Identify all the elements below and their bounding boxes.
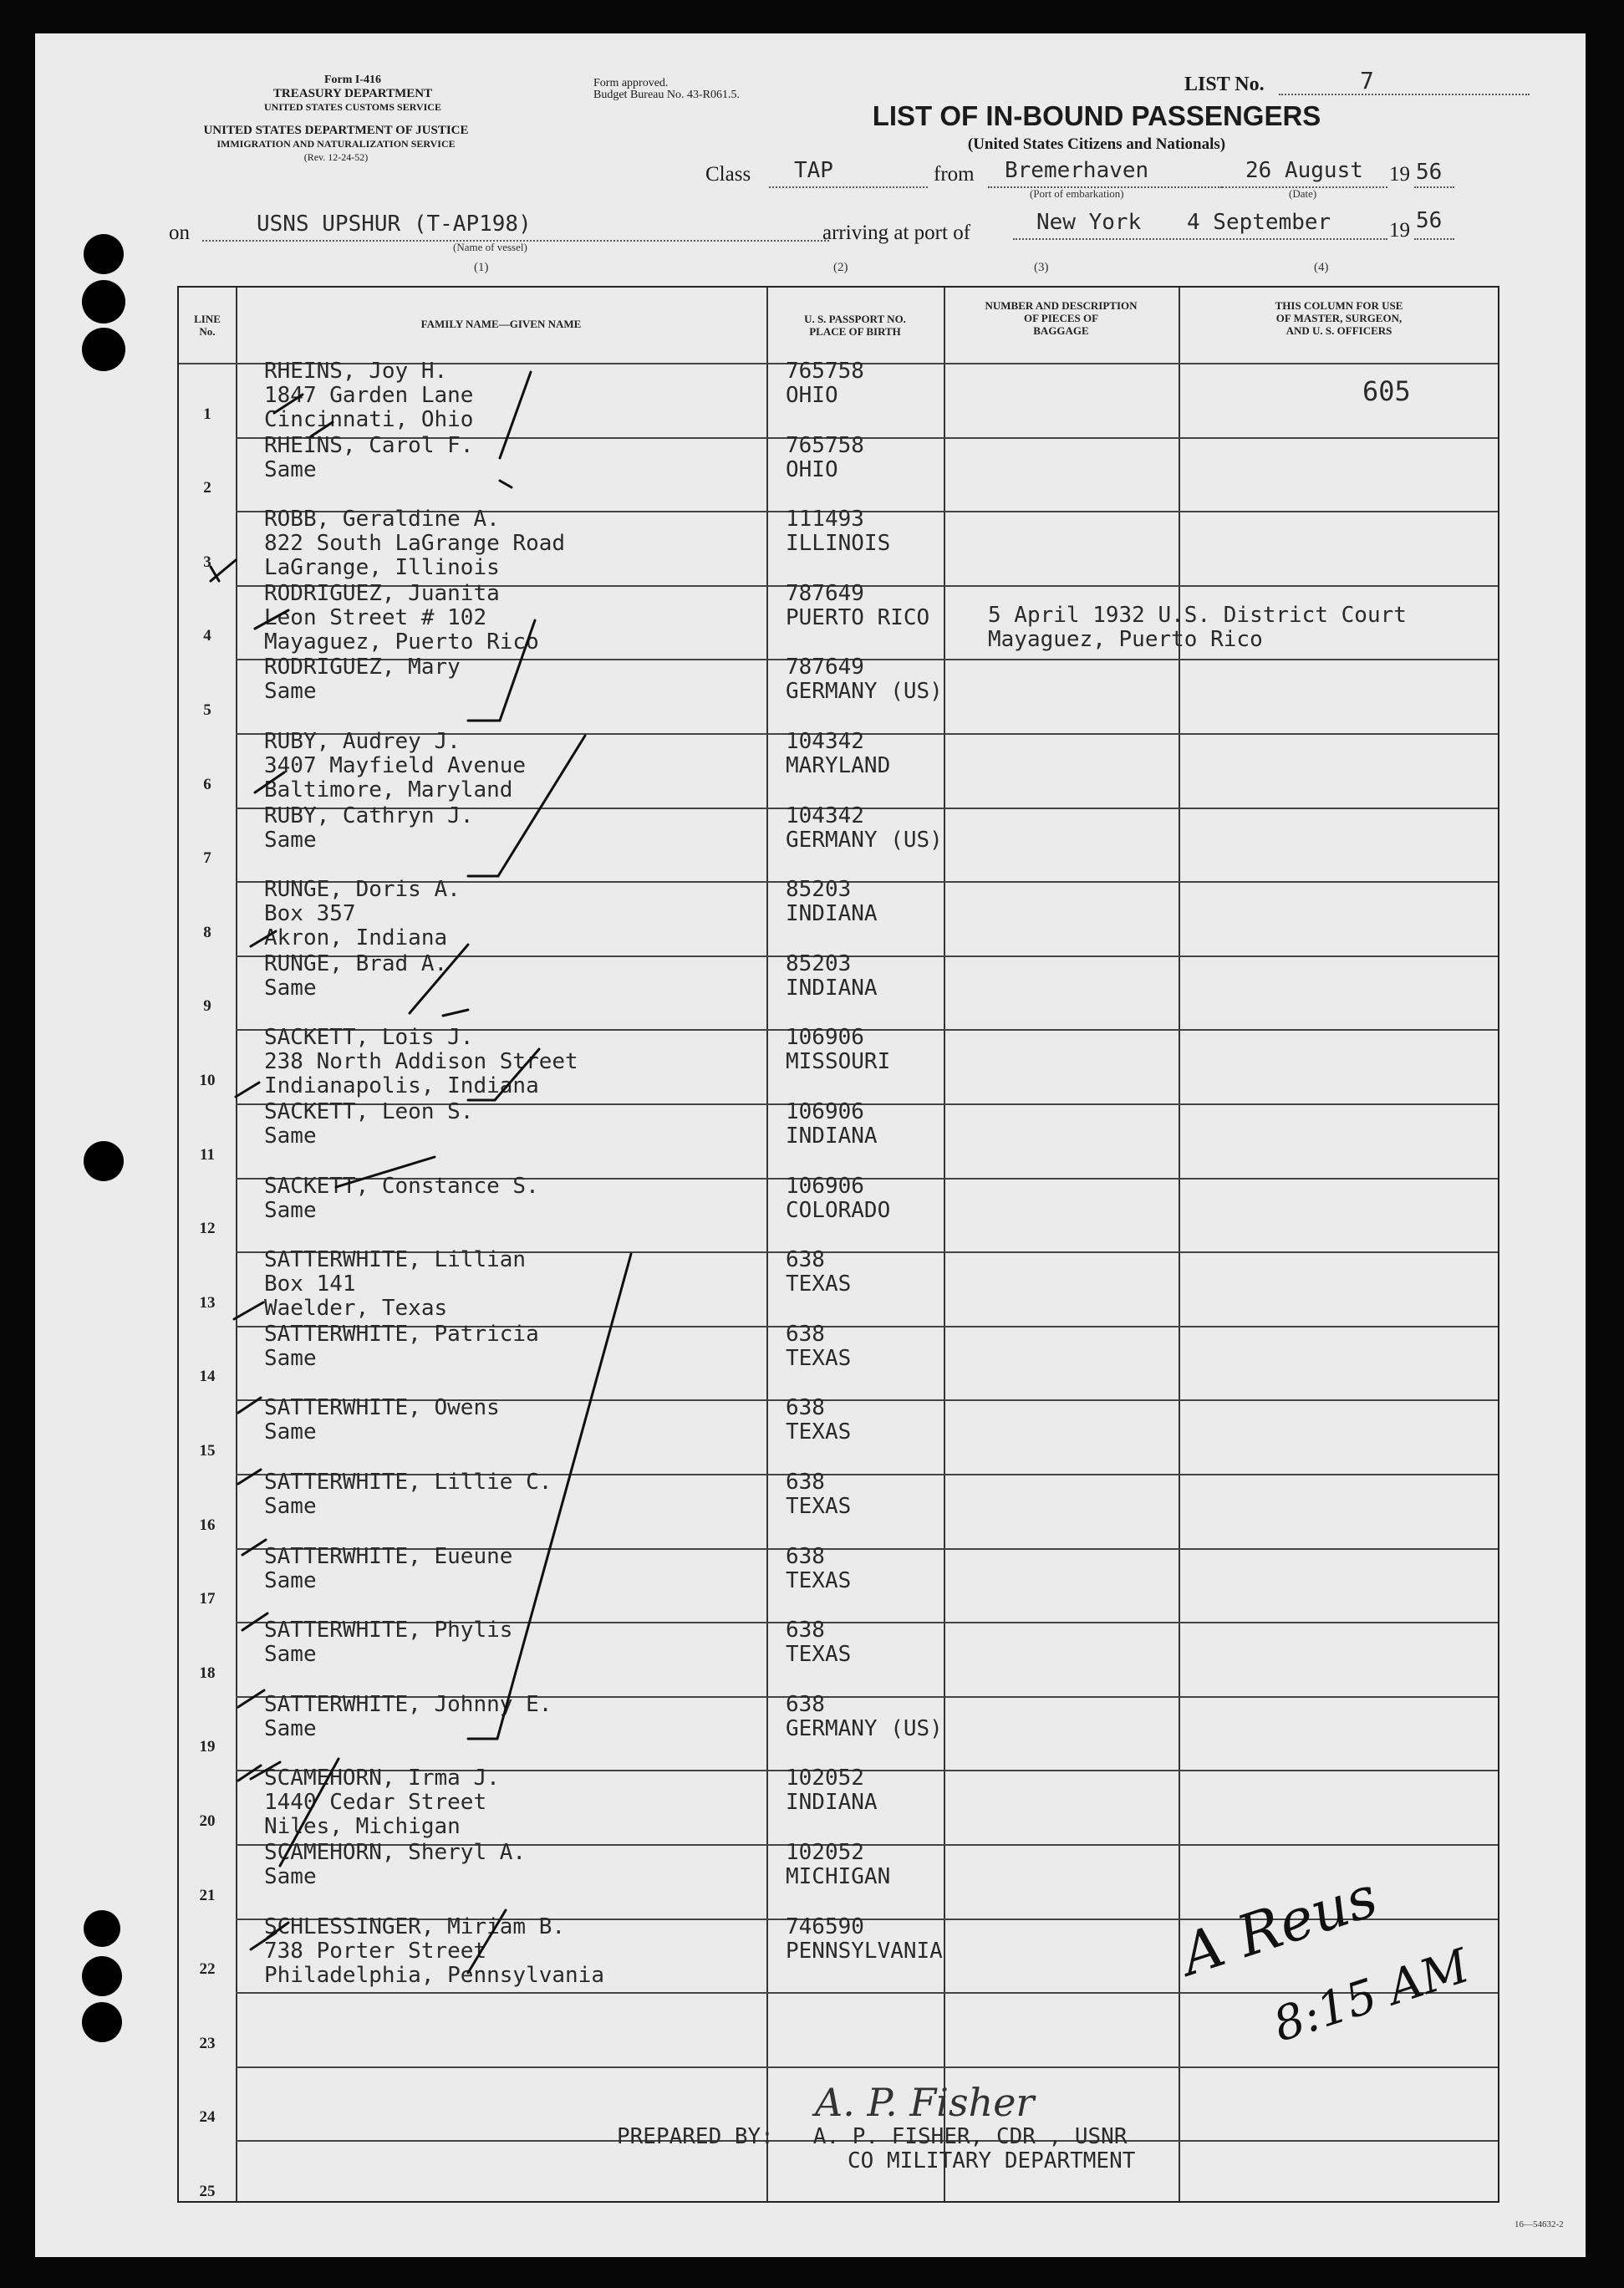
binder-hole	[84, 234, 124, 274]
passenger-name: SACKETT, Constance S. Same	[264, 1173, 539, 1223]
col-number-3: (3)	[1034, 261, 1049, 274]
prepared-dept: CO MILITARY DEPARTMENT	[848, 2148, 1136, 2173]
binder-hole	[82, 328, 125, 371]
departure-date: 26 August	[1245, 158, 1363, 183]
line-number: 24	[199, 2108, 216, 2127]
binder-hole	[82, 2002, 122, 2042]
col-number-2: (2)	[833, 261, 848, 274]
passenger-name: RHEINS, Carol F. Same	[264, 432, 474, 482]
arrival-port: New York	[1036, 210, 1142, 235]
line-number: 7	[203, 849, 211, 868]
arrival-year: 56	[1416, 208, 1443, 233]
port-caption: (Port of embarkation)	[1030, 187, 1124, 200]
header-line-no: LINE No.	[194, 313, 221, 338]
passenger-name: SACKETT, Leon S. Same	[264, 1099, 474, 1149]
revision: (Rev. 12-24-52)	[303, 151, 369, 163]
line-number: 25	[199, 2183, 216, 2200]
passenger-name: RODRIGUEZ, Juanita Leon Street # 102 Mayaguez, Puerto Rico	[264, 580, 539, 655]
line-number: 9	[203, 997, 211, 1016]
year-prefix-2: 19	[1389, 219, 1410, 242]
line-number: 4	[203, 627, 211, 645]
year-prefix-1: 19	[1389, 163, 1410, 186]
prepared-by: PREPARED BY: A. P. FISHER, CDR , USNR	[617, 2124, 1128, 2149]
line-number: 15	[199, 1442, 216, 1460]
justice-dept: UNITED STATES DEPARTMENT OF JUSTICE	[203, 124, 469, 137]
passenger-name: RUBY, Cathryn J. Same	[264, 803, 474, 853]
line-number: 21	[199, 1886, 216, 1904]
departure-year: 56	[1416, 160, 1443, 185]
line-number: 5	[203, 701, 211, 719]
passenger-name: SCAMEHORN, Sheryl A. Same	[264, 1840, 527, 1889]
passenger-name: RHEINS, Joy H. 1847 Garden Lane Cincinnati, Ohio	[264, 359, 474, 432]
treasury-dept: TREASURY DEPARTMENT	[272, 87, 433, 100]
passport-birthplace: 85203 INDIANA	[786, 950, 878, 1001]
passport-birthplace: 638 TEXAS	[786, 1470, 852, 1519]
passenger-name: RUNGE, Brad A. Same	[264, 950, 448, 1001]
passport-birthplace: 106906 COLORADO	[786, 1173, 891, 1223]
line-number: 13	[199, 1293, 216, 1312]
passenger-name: SATTERWHITE, Patricia Same	[264, 1321, 539, 1371]
arrival-date: 4 September	[1187, 210, 1331, 235]
header-baggage: NUMBER AND DESCRIPTION OF PIECES OF BAGGAGE	[985, 299, 1138, 337]
line-number: 16	[199, 1516, 216, 1534]
document-subtitle: (United States Citizens and Nationals)	[967, 135, 1226, 153]
passport-birthplace: 638 TEXAS	[786, 1618, 852, 1668]
line-number: 11	[200, 1145, 215, 1164]
line-number: 18	[199, 1664, 216, 1682]
passenger-name: SATTERWHITE, Lillie C. Same	[264, 1470, 552, 1519]
passenger-name: SATTERWHITE, Eueune Same	[264, 1543, 513, 1593]
passport-birthplace: 102052 INDIANA	[786, 1766, 878, 1816]
passenger-name: SCHLESSINGER, Miriam B. 738 Porter Street Philadelphia, Pennsylvania	[264, 1913, 604, 1988]
passport-birthplace: 102052 MICHIGAN	[786, 1840, 891, 1889]
line-number: 23	[199, 2034, 216, 2052]
passport-birthplace: 746590 PENNSYLVANIA	[786, 1913, 943, 1964]
passport-birthplace: 765758 OHIO	[786, 359, 864, 408]
passport-birthplace: 111493 ILLINOIS	[786, 507, 891, 557]
line-number: 14	[199, 1368, 216, 1386]
passport-birthplace: 638 TEXAS	[786, 1247, 852, 1297]
binder-hole	[82, 280, 125, 324]
date-caption: (Date)	[1289, 187, 1317, 200]
line-number: 22	[199, 1960, 216, 1979]
passenger-name: ROBB, Geraldine A. 822 South LaGrange Road LaGrange, Illinois	[264, 507, 566, 581]
col-number-4: (4)	[1314, 261, 1329, 274]
binder-hole	[84, 1910, 120, 1947]
class-value: TAP	[794, 158, 833, 183]
passenger-name: SATTERWHITE, Lillian Box 141 Waelder, Texas	[264, 1247, 527, 1322]
passport-birthplace: 765758 OHIO	[786, 432, 864, 482]
class-label: Class	[705, 163, 751, 186]
passport-birthplace: 638 TEXAS	[786, 1321, 852, 1371]
officer-note: 605	[1362, 375, 1411, 407]
passport-birthplace: 106906 INDIANA	[786, 1099, 878, 1149]
passport-birthplace: 787649 GERMANY (US)	[786, 655, 943, 705]
preparer-signature: A. P. Fisher	[815, 2080, 1035, 2125]
from-value: Bremerhaven	[1005, 158, 1149, 183]
passport-birthplace: 106906 MISSOURI	[786, 1025, 891, 1075]
line-number: 20	[199, 1812, 216, 1830]
document-title: LIST OF IN-BOUND PASSENGERS	[872, 100, 1321, 131]
passport-birthplace: 104342 MARYLAND	[786, 729, 891, 778]
passenger-name: SCAMEHORN, Irma J. 1440 Cedar Street Niles, Michigan	[264, 1766, 500, 1840]
header-passport: U. S. PASSPORT NO. PLACE OF BIRTH	[804, 313, 906, 338]
passenger-name: RODRIGUEZ, Mary Same	[264, 655, 461, 705]
line-number: 19	[199, 1738, 216, 1756]
form-number: Form I-416	[323, 74, 382, 86]
binder-hole	[82, 1956, 122, 1996]
immigration-service: IMMIGRATION AND NATURALIZATION SERVICE	[216, 138, 456, 150]
officer-signature: A Reus	[1173, 1863, 1386, 1990]
form-print-code: 16—54632-2	[1515, 2219, 1564, 2229]
col-number-1: (1)	[474, 261, 489, 274]
passenger-name: RUBY, Audrey J. 3407 Mayfield Avenue Baltimore, Maryland	[264, 729, 527, 803]
passport-birthplace: 85203 INDIANA	[786, 877, 878, 927]
passenger-name: SACKETT, Lois J. 238 North Addison Street Indianapolis, Indiana	[264, 1025, 578, 1099]
passport-birthplace: 638 GERMANY (US)	[786, 1691, 943, 1741]
line-number: 8	[203, 923, 211, 941]
header-name: FAMILY NAME—GIVEN NAME	[420, 318, 582, 330]
passport-birthplace: 104342 GERMANY (US)	[786, 803, 943, 853]
passenger-name: SATTERWHITE, Johnny E. Same	[264, 1691, 552, 1741]
naturalization-record: 5 April 1932 U.S. District Court Mayaguez, Puerto Rico	[988, 603, 1407, 652]
passenger-name: SATTERWHITE, Phylis Same	[264, 1618, 513, 1668]
officer-time: 8:15 AM	[1266, 1939, 1476, 2053]
line-number: 3	[203, 553, 211, 571]
passport-birthplace: 638 TEXAS	[786, 1395, 852, 1445]
form-approved: Form approved.	[593, 77, 669, 89]
line-number: 12	[199, 1220, 216, 1238]
arriving-label: arriving at port of	[822, 222, 971, 244]
line-number: 6	[203, 775, 211, 793]
header-officers: THIS COLUMN FOR USE OF MASTER, SURGEON, AND U. S. OFFICERS	[1275, 299, 1403, 337]
list-no-label: LIST No.	[1184, 74, 1265, 95]
passport-birthplace: 638 TEXAS	[786, 1543, 852, 1593]
passenger-name: SATTERWHITE, Owens Same	[264, 1395, 500, 1445]
vessel-caption: (Name of vessel)	[453, 241, 527, 253]
binder-hole	[84, 1141, 124, 1181]
line-number: 10	[199, 1072, 216, 1089]
from-label: from	[934, 163, 975, 186]
on-label: on	[169, 222, 190, 244]
line-number: 1	[203, 405, 211, 423]
line-number: 17	[199, 1590, 216, 1608]
line-number: 2	[203, 479, 211, 497]
budget-bureau: Budget Bureau No. 43-R061.5.	[593, 89, 740, 101]
vessel-name: USNS UPSHUR (T-AP198)	[257, 211, 532, 237]
passenger-name: RUNGE, Doris A. Box 357 Akron, Indiana	[264, 877, 461, 951]
list-no-value: 7	[1360, 67, 1374, 94]
passport-birthplace: 787649 PUERTO RICO	[786, 580, 930, 630]
customs-service: UNITED STATES CUSTOMS SERVICE	[264, 101, 441, 113]
